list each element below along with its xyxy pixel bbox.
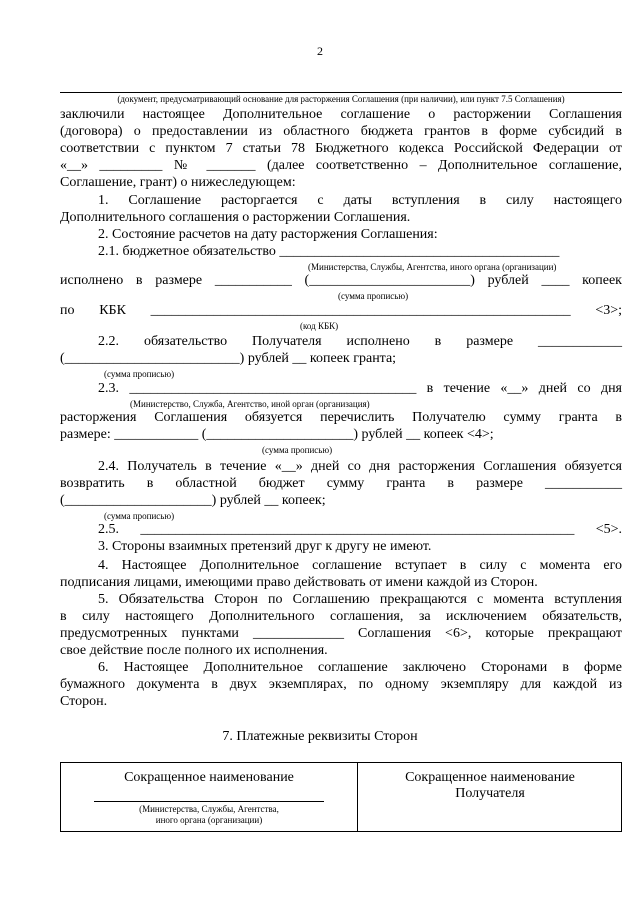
clause-2-3-line-3: размере: ____________ (_____________________) рублей __ копеек <4>; <box>60 427 494 442</box>
left-column-caption-line-2: иного органа (организации) <box>155 815 263 825</box>
clause-2-4-line-2: возвратить в областной бюджет сумму гранта в размере ___________ <box>60 476 622 491</box>
clause-6-line-1: 6. Настоящее Дополнительное соглашение заключено Сторонами в форме <box>98 660 622 675</box>
clause-2-1-line-3: по КБК ____________________________________________________________ <3>; <box>60 303 622 318</box>
right-column-header-line-1: Сокращенное наименование <box>405 770 575 785</box>
section-7-title: 7. Платежные реквизиты Сторон <box>222 729 418 744</box>
clause-2: 2. Состояние расчетов на дату расторжения Соглашения: <box>98 227 438 242</box>
top-blank-line <box>60 92 622 93</box>
clause-1-line-2: Дополнительного соглашения о расторжении Соглашения. <box>60 210 411 225</box>
clause-5-line-4: свое действие после полного их исполнения. <box>60 643 328 658</box>
right-column-header <box>357 770 623 802</box>
clause-1-line-1: 1. Соглашение расторгается с даты вступления в силу настоящего <box>98 193 622 208</box>
left-column-blank-line <box>94 801 324 802</box>
clause-3: 3. Стороны взаимных претензий друг к другу не имеют. <box>98 539 432 554</box>
top-caption: (документ, предусматривающий основание для расторжения Соглашения (при наличии), или пункт 7.5 Соглашения) <box>117 94 565 104</box>
clause-2-3-caption-1: (Министерство, Служба, Агентство, иной орган (организация) <box>130 399 370 409</box>
intro-line-3: соответствии с пунктом 7 статьи 78 Бюджетного кодекса Российской Федерации от <box>60 141 622 156</box>
clause-2-1-caption-2: (сумма прописью) <box>338 291 409 301</box>
payment-details-table <box>60 762 622 832</box>
clause-2-1-caption-1: (Министерства, Службы, Агентства, иного органа (организации) <box>308 262 557 272</box>
clause-2-2-line-1: 2.2. обязательство Получателя исполнено в размере ____________ <box>98 334 622 349</box>
left-column-caption <box>61 804 357 826</box>
clause-4-line-2: подписания лицами, имеющими право действовать от имени каждой из Сторон. <box>60 575 538 590</box>
clause-2-3-caption-2: (сумма прописью) <box>262 445 333 455</box>
clause-5-line-3: предусмотренных пунктами _____________ Соглашения <6>, которые прекращают <box>60 626 622 641</box>
left-column-header: Сокращенное наименование <box>124 770 294 785</box>
clause-2-4-line-1: 2.4. Получатель в течение «__» дней со дня расторжения Соглашения обязуется <box>98 459 622 474</box>
left-column-caption-line-1: (Министерства, Службы, Агентства, <box>139 804 279 814</box>
clause-5-line-1: 5. Обязательства Сторон по Соглашению прекращаются с момента вступления <box>98 592 622 607</box>
clause-2-3-line-2: расторжения Соглашения обязуется перечислить Получателю сумму гранта в <box>60 410 622 425</box>
clause-2-1-line-1: 2.1. бюджетное обязательство ________________________________________ <box>98 244 560 259</box>
intro-line-5: Соглашение, грант) о нижеследующем: <box>60 175 296 190</box>
clause-2-3-line-1: 2.3. _________________________________________ в течение «__» дней со дня <box>98 381 622 396</box>
clause-2-5: 2.5. ______________________________________________________________ <5>. <box>98 522 622 537</box>
clause-2-1-caption-3: (код КБК) <box>300 321 339 331</box>
clause-6-line-3: Сторон. <box>60 694 108 709</box>
clause-5-line-2: в силу настоящего Дополнительного соглашения, за исключением обязательств, <box>60 609 622 624</box>
clause-4-line-1: 4. Настоящее Дополнительное соглашение вступает в силу с момента его <box>98 558 622 573</box>
page-number: 2 <box>317 44 323 58</box>
intro-line-4: «__» _________ № _______ (далее соответственно – Дополнительное соглашение, <box>60 158 622 173</box>
intro-line-1: заключили настоящее Дополнительное соглашение о расторжении Соглашения <box>60 107 622 122</box>
right-column-header-line-2: Получателя <box>455 786 525 801</box>
clause-2-2-caption: (сумма прописью) <box>104 369 175 379</box>
clause-2-2-line-2: (_________________________) рублей __ копеек гранта; <box>60 351 397 366</box>
clause-2-1-line-2: исполнено в размере ___________ (_______________________) рублей ____ копеек <box>60 273 622 288</box>
intro-line-2: (договора) о предоставлении из областного бюджета грантов в форме субсидий в <box>60 124 622 139</box>
clause-2-4-caption: (сумма прописью) <box>104 511 175 521</box>
clause-6-line-2: бумажного документа в двух экземплярах, по одному экземпляру для каждой из <box>60 677 622 692</box>
clause-2-4-line-3: (_____________________) рублей __ копеек; <box>60 493 326 508</box>
